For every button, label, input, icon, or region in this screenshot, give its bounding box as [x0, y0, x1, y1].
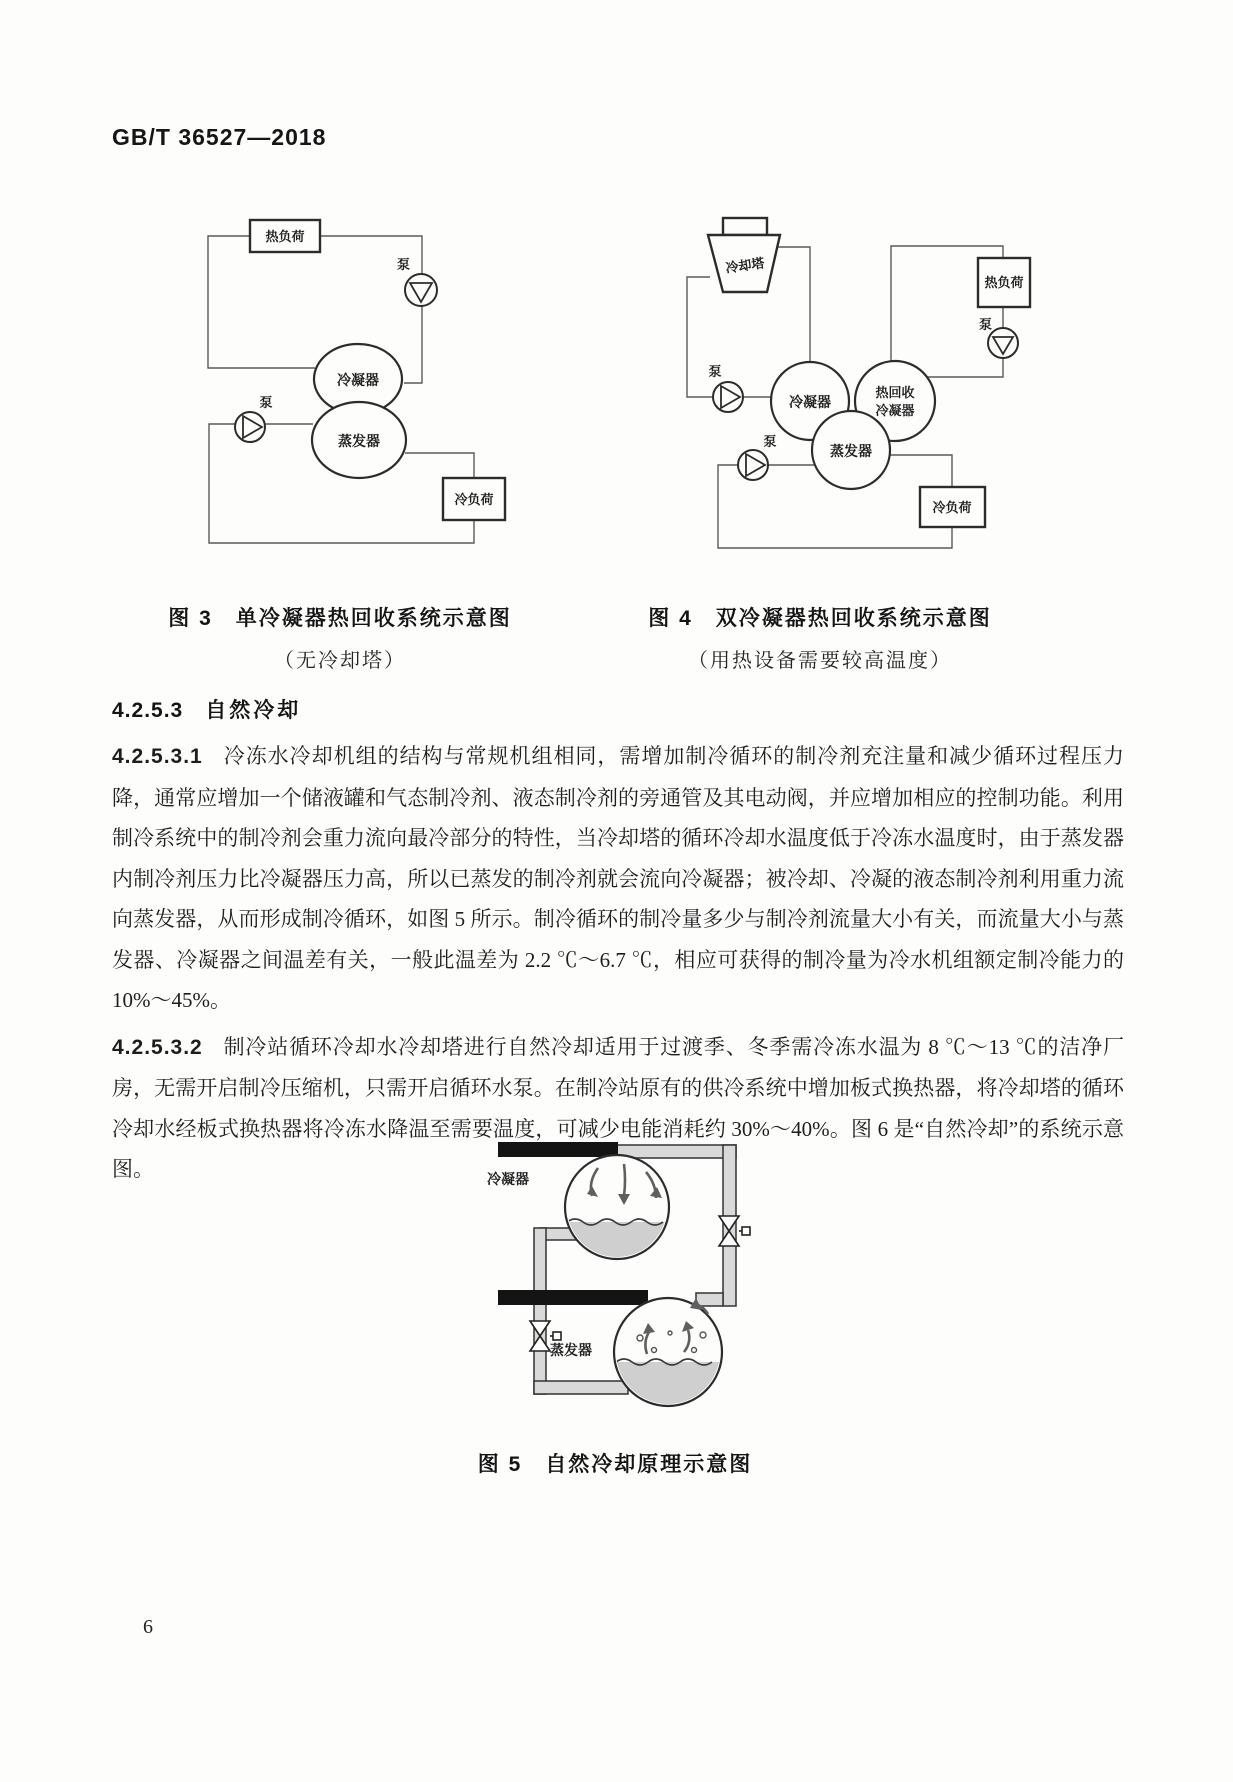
body-text [112, 736, 1124, 1196]
fig3-evaporator [312, 402, 406, 478]
fig4-evaporator [812, 411, 890, 489]
figure5-caption: 图 5 自然冷却原理示意图 [477, 1453, 753, 1476]
clause-number-1: 4.2.5.3.1 [112, 745, 203, 768]
fig4-cold-load-box [920, 487, 985, 527]
fig4-pump-heat-icon [979, 317, 1018, 358]
figure3-caption-sub: （无冷却塔） [274, 650, 406, 672]
fig4-hrc-label2: 冷凝器 [875, 403, 915, 418]
figure5-diagram [440, 1128, 760, 1418]
fig3-pump-top-icon [397, 257, 437, 306]
fig5-condenser-vessel [565, 1155, 669, 1262]
fig4-cooling-tower-label: 冷却塔 [724, 255, 766, 276]
fig3-pump-top-label: 泵 [396, 257, 410, 272]
figure3-caption: 图 3 单冷凝器热回收系统示意图 [168, 607, 512, 630]
section-heading [112, 694, 301, 724]
fig4-heat-load-box [978, 258, 1030, 307]
fig4-cooling-tower [708, 218, 780, 292]
paragraph-4-2-5-3-1 [112, 736, 1124, 1021]
fig4-hrc-label1: 热回收 [875, 385, 915, 400]
clause-text-2: 制冷站循环冷却水冷却塔进行自然冷却适用于过渡季、冬季需冷冻水温为 8 ℃～13 ℃的洁净厂房，无需开启制冷压缩机，只需开启循环水泵。在制冷站原有的供冷系统中增加板式换热器，将冷却塔的循环冷却水经板式换热器将冷冻水降温至需要温度，可减少电能消耗约 30%～40%。图 6 是“自然冷却”的系统示意图。 [112, 1034, 1124, 1181]
figure4-diagram [600, 188, 1040, 568]
fig5-top-black-pipe [498, 1142, 618, 1157]
fig4-pump-left-label: 泵 [708, 364, 722, 379]
fig3-evaporator-label: 蒸发器 [338, 433, 380, 449]
fig4-condenser-label: 冷凝器 [789, 394, 831, 410]
standard-number: GB/T 36527—2018 [112, 124, 327, 150]
fig3-heat-load-box [250, 220, 320, 252]
fig5-middle-black-pipe [498, 1290, 648, 1305]
fig3-condenser-label: 冷凝器 [337, 372, 379, 388]
clause-text-1: 冷冻水冷却机组的结构与常规机组相同，需增加制冷循环的制冷剂充注量和减少循环过程压力降，通常应增加一个储液罐和气态制冷剂、液态制冷剂的旁通管及其电动阀，并应增加相应的控制功能。利用制冷系统中的制冷剂会重力流向最冷部分的特性，当冷却塔的循环冷却水温度低于冷冻水温度时，由于蒸发器内制冷剂压力比冷凝器压力高，所以已蒸发的制冷剂就会流向冷凝器；被冷却、冷凝的液态制冷剂利用重力流向蒸发器，从而形成制冷循环，如图 5 所示。制冷循环的制冷量多少与制冷剂流量大小有关，而流量大小与蒸发器、冷凝器之间温差有关，一般此温差为 2.2 ℃～6.7 ℃，相应可获得的制冷量为冷水机组额定制冷能力的 10%～45%。 [112, 744, 1124, 1012]
clause-number-2: 4.2.5.3.2 [112, 1035, 203, 1059]
fig5-evaporator-water [614, 1362, 722, 1408]
fig4-evaporator-label: 蒸发器 [830, 443, 872, 459]
fig3-cold-load-label: 冷负荷 [454, 492, 494, 507]
section-title: 自然冷却 [205, 699, 302, 722]
page-number: 6 [143, 1616, 153, 1638]
figure3-diagram [172, 188, 522, 568]
fig4-pump-left-icon [708, 364, 743, 412]
fig3-cold-load-box [443, 478, 505, 520]
figure4-caption: 图 4 双冷凝器热回收系统示意图 [648, 607, 992, 630]
fig4-pump-heat-label: 泵 [978, 317, 992, 332]
fig3-heat-load-label: 热负荷 [265, 229, 305, 244]
fig4-pump-bottom-label: 泵 [763, 434, 777, 449]
fig4-heat-load-label: 热负荷 [984, 275, 1024, 290]
fig5-evaporator-vessel [614, 1298, 722, 1408]
section-number: 4.2.5.3 [112, 699, 184, 722]
fig4-cold-load-label: 冷负荷 [932, 500, 972, 515]
fig5-condenser-label: 冷凝器 [487, 1171, 529, 1187]
fig4-pump-bottom-icon [738, 434, 777, 480]
fig5-evaporator-label: 蒸发器 [550, 1342, 592, 1358]
fig3-pump-left-label: 泵 [259, 395, 273, 410]
fig3-pump-left-icon [235, 395, 273, 442]
figure4-caption-sub: （用热设备需要较高温度） [688, 650, 952, 672]
